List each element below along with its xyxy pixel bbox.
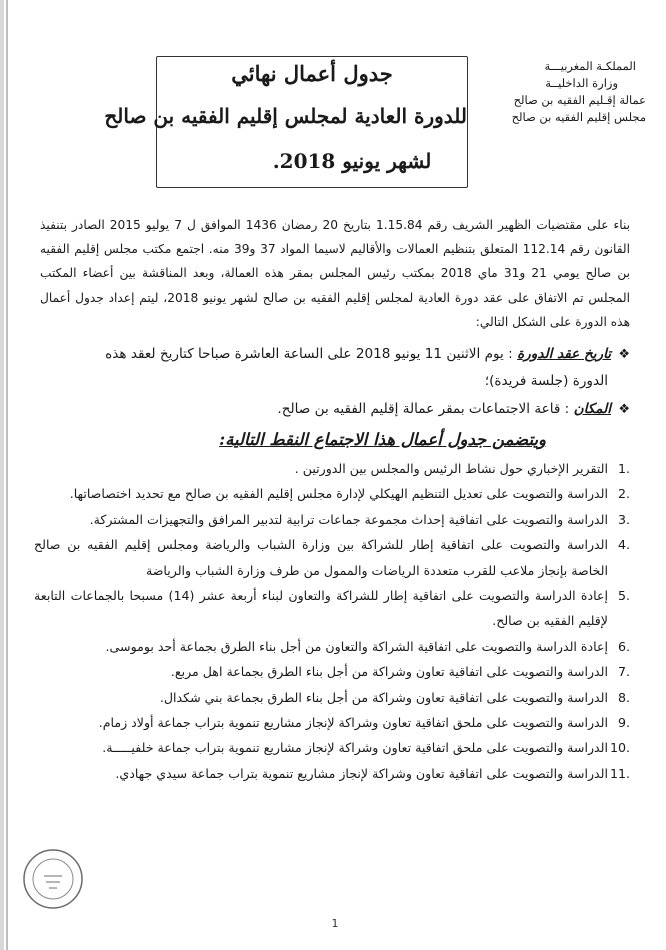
session-place (40, 397, 630, 422)
agenda-item-number: 2. (617, 486, 630, 502)
agenda-item-text: الدراسة والتصويت على تعديل التنظيم الهيكلي لإدارة مجلس إقليم الفقيه بن صالح مع تحديد اختصاصاتها. (69, 486, 608, 502)
agenda-item-number: 10. (609, 740, 630, 756)
agenda-item-text: الدراسة والتصويت على اتفاقية تعاون وشراكة لإنجاز مشاريع تنموية بتراب جماعة سيدي جهادي. (115, 765, 608, 781)
agenda-item (34, 634, 630, 659)
agenda-item-number: 3. (617, 511, 630, 527)
agenda-item (34, 456, 630, 481)
agenda-item-number: 1. (617, 461, 630, 476)
agenda-item-text: الدراسة والتصويت على اتفاقية إحداث مجموعة جماعات ترابية لتدبير المرافق والتجهيزات المشتركة. (89, 511, 608, 527)
agenda-item-text: الدراسة والتصويت على ملحق اتفاقية تعاون وشراكة لإنجاز مشاريع تنموية بتراب جماعة خلفيـــــة. (102, 740, 608, 756)
header-ministry: وزارة الداخليــة (545, 76, 618, 90)
agenda-item (34, 735, 630, 760)
official-stamp (22, 848, 84, 910)
agenda-item-number: 11. (609, 765, 630, 781)
agenda-item (34, 710, 630, 735)
scan-edge (6, 0, 8, 950)
title-line-2: للدورة العادية لمجلس إقليم الفقيه بن صالح (104, 104, 467, 128)
agenda-item-text: الدراسة والتصويت على ملحق اتفاقية تعاون وشراكة لإنجاز مشاريع تنموية بتراب جماعة أولاد زمام. (98, 715, 608, 731)
header-council: مجلس إقليم الفقيه بن صالح (511, 110, 646, 124)
agenda-item (34, 685, 630, 710)
session-date-value: : يوم الاثنين 11 يونيو 2018 على الساعة العاشرة صباحا كتاريخ لعقد هذه (105, 346, 513, 362)
agenda-item-text: الدراسة والتصويت على اتفاقية تعاون وشراكة من أجل بناء الطرق بجماعة اهل مربع. (170, 664, 608, 680)
agenda-item-text: إعادة الدراسة والتصويت على اتفاقية إطار للشراكة والتعاون لبناء أربعة عشر (14) مسبحا بالجماعات التابعة لإقليم الفقيه بن صالح. (34, 588, 608, 629)
session-date-continued: الدورة (جلسة فريدة)؛ (484, 373, 608, 389)
agenda-item (34, 481, 630, 506)
session-place-value: : قاعة الاجتماعات بمقر عمالة إقليم الفقيه بن صالح. (277, 401, 570, 417)
agenda-list (34, 456, 630, 786)
agenda-item-number: 6. (617, 638, 630, 654)
diamond-bullet-icon: ❖ (618, 347, 630, 362)
agenda-item-number: 9. (617, 715, 630, 731)
page-number: 1 (331, 917, 339, 930)
session-place-label: المكان (573, 401, 612, 417)
title-line-3: لشهر يونيو 2018. (272, 149, 432, 173)
header-prefecture: عمالة إقـليم الفقيه بن صالح (513, 93, 646, 107)
agenda-item-text: التقرير الإخباري حول نشاط الرئيس والمجلس بين الدورتين . (294, 461, 608, 476)
agenda-item-number: 5. (617, 588, 630, 604)
header-kingdom: المملكـة المغربيـــة (544, 59, 636, 73)
agenda-item-number: 8. (617, 689, 630, 705)
title-box (104, 56, 468, 188)
agenda-item (34, 761, 630, 786)
diamond-bullet-icon: ❖ (618, 402, 630, 417)
agenda-item (34, 507, 630, 532)
title-line-1: جدول أعمال نهائي (231, 61, 393, 86)
agenda-item (34, 583, 630, 634)
agenda-item-text: إعادة الدراسة والتصويت على اتفاقية الشراكة والتعاون من أجل بناء الطرق بجماعة أحد بوموسى. (105, 638, 608, 654)
agenda-item-number: 4. (617, 537, 630, 553)
government-header (468, 58, 646, 126)
agenda-item (34, 659, 630, 684)
session-date (40, 342, 630, 367)
agenda-item-number: 7. (617, 664, 630, 680)
agenda-item-text: الدراسة والتصويت على اتفاقية تعاون وشراكة من أجل بناء الطرق بجماعة بني شكدال. (159, 689, 608, 705)
agenda-item-text: الدراسة والتصويت على اتفاقية إطار للشراكة بين وزارة الشباب والرياضة ومجلس إقليم الفقيه بن صالح الخاصة بإنجاز ملاعب للقرب متعددة الرياضات والممول من طرف وزارة الشباب والرياضة (34, 537, 608, 578)
agenda-heading: ويتضمن جدول أعمال هذا الاجتماع النقط التالية: (219, 430, 546, 449)
intro-paragraph: بناء على مقتضيات الظهير الشريف رقم 1.15.84 بتاريخ 20 رمضان 1436 الموافق ل 7 يوليو 2015 الصادر بتنفيذ القانون رقم 112.14 المتعلق بتنظيم العمالات والأقاليم لاسيما المواد 37 و39 منه. اجتمع مكتب مجلس إقليم الفقيه بن صالح يومي 21 و31 ماي 2018 بمكتب رئيس المجلس بمقر هذه العمالة، وبعد المناقشة بين أعضاء المكتب المجلس تم الاتفاق على عقد دورة العادية لمجلس إقليم الفقيه بن صالح لشهر يونيو 2018، ليتم إعداد جدول أعمال هذه الدورة على الشكل التالي: (40, 218, 631, 329)
agenda-item (34, 532, 630, 583)
session-date-label: تاريخ عقد الدورة (517, 346, 612, 362)
